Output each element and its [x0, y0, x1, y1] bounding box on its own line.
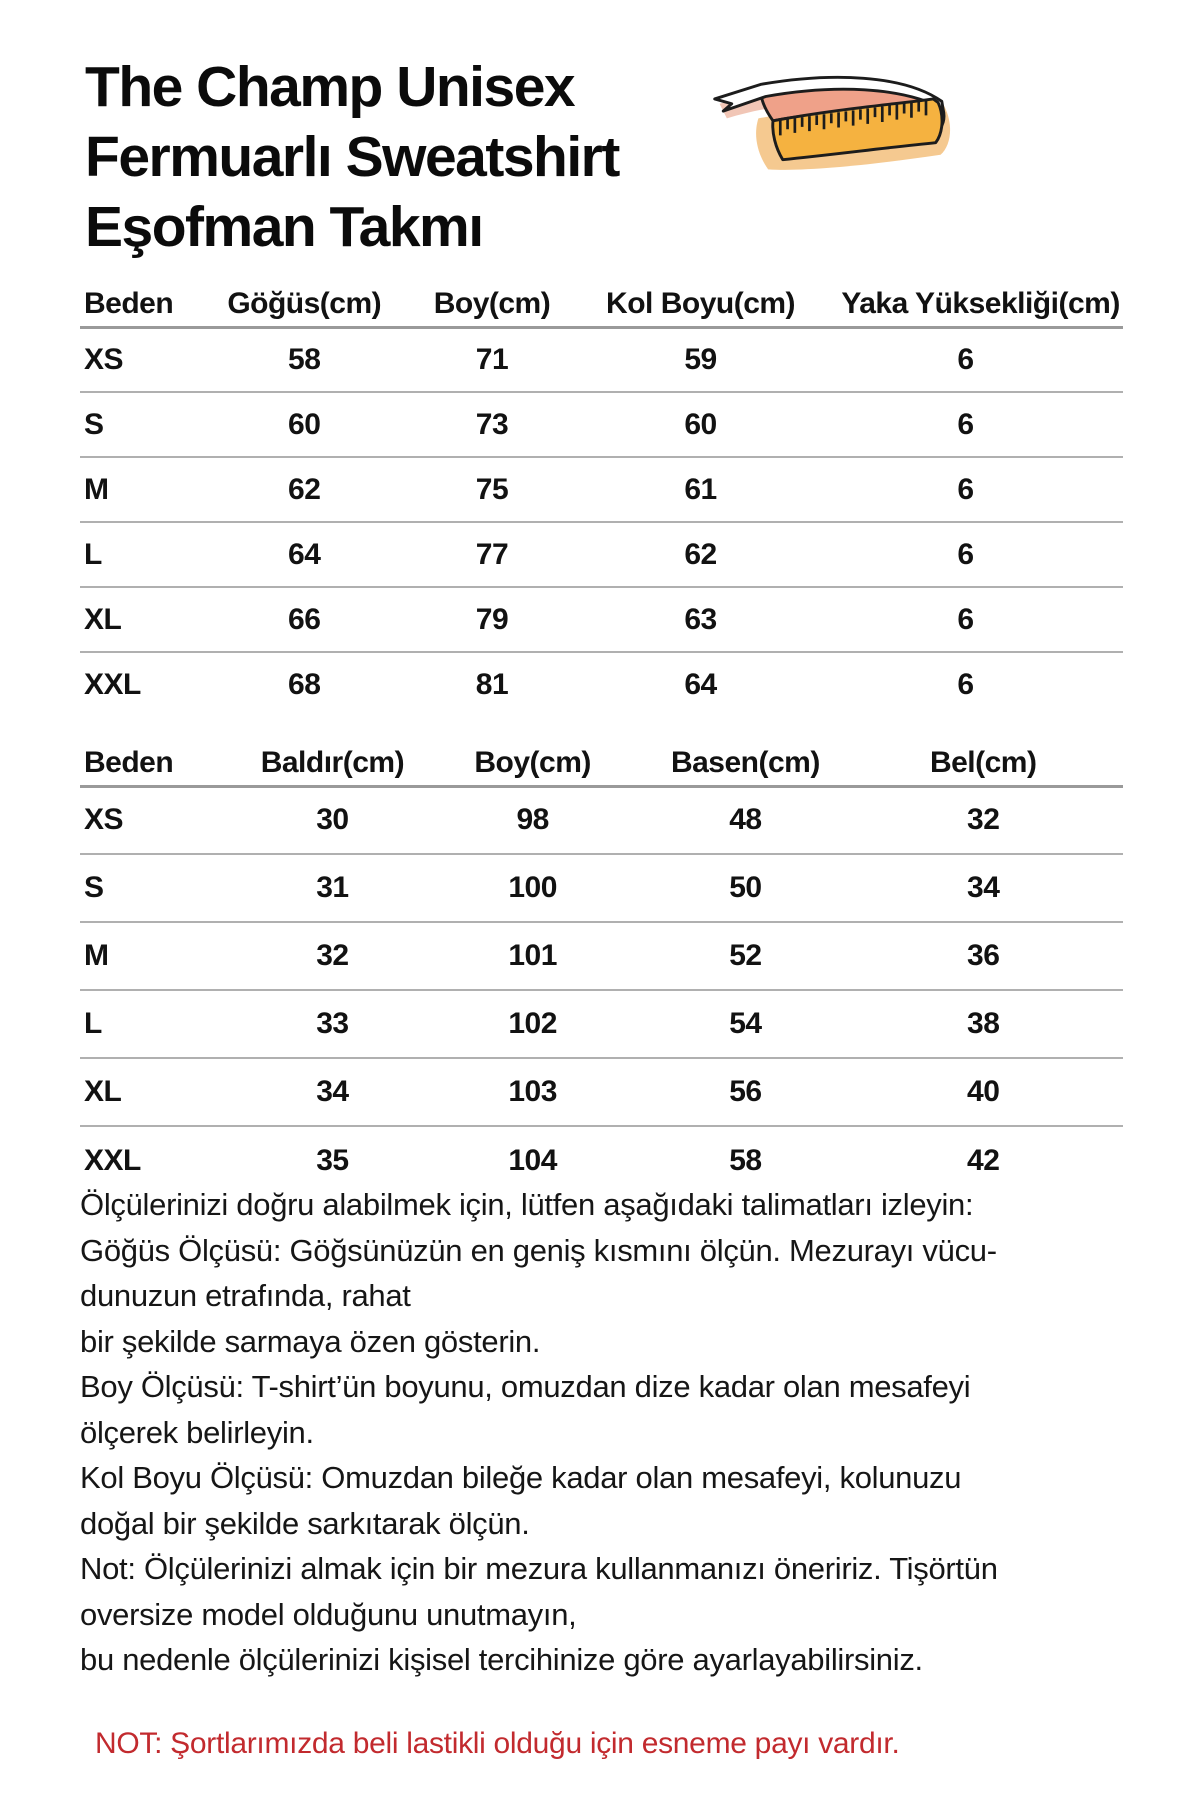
- instruction-line: Ölçülerinizi doğru alabilmek için, lütfen aşağıdaki talimatları izleyin:: [80, 1187, 974, 1222]
- size-label: XXL: [84, 668, 141, 701]
- instruction-line: doğal bir şekilde sarkıtarak ölçün.: [80, 1505, 530, 1541]
- size-label: XS: [84, 342, 124, 376]
- cell-value: 66: [288, 602, 321, 636]
- product-title-line-3: Eşofman Takmı: [85, 195, 483, 259]
- cell-value: 61: [684, 472, 717, 506]
- cell-value: 35: [316, 1143, 349, 1177]
- cell-value: 64: [684, 668, 717, 701]
- cell-value: 58: [729, 1143, 762, 1177]
- cell-value: 102: [508, 1007, 557, 1040]
- table-row-s: [80, 854, 1123, 922]
- cell-value: 58: [288, 342, 321, 376]
- size-label: S: [84, 407, 104, 441]
- table-row-xl: [80, 587, 1123, 652]
- size-label: L: [84, 537, 102, 571]
- cell-value: 62: [288, 472, 321, 506]
- table-row-m: [80, 922, 1123, 990]
- instruction-line: ölçerek belirleyin.: [80, 1414, 314, 1450]
- product-title: [85, 52, 619, 262]
- cell-value: 59: [684, 342, 717, 376]
- table-row-xxl: [80, 652, 1123, 717]
- instruction-line: Göğüs Ölçüsü: Göğsünüzün en geniş kısmını ölçün. Mezurayı vücu-: [80, 1232, 997, 1268]
- cell-value: 50: [729, 871, 762, 904]
- cell-value: 100: [508, 871, 557, 904]
- cell-value: 56: [729, 1075, 762, 1108]
- size-label: XL: [84, 1075, 122, 1108]
- table-row-xs: [80, 786, 1123, 854]
- cell-value: 73: [475, 407, 509, 441]
- header-gogus: Göğüs(cm): [227, 287, 382, 321]
- product-title-line-2: Fermuarlı Sweatshirt: [85, 125, 619, 189]
- header-basen: Basen(cm): [670, 746, 820, 780]
- cell-value: 34: [967, 871, 1000, 904]
- header-kol-boyu: Kol Boyu(cm): [606, 287, 796, 321]
- header-boy: Boy(cm): [433, 287, 551, 321]
- cell-value: 33: [316, 1007, 349, 1040]
- header-filler: [1071, 742, 1123, 786]
- size-label: M: [84, 472, 109, 506]
- table-row-l: [80, 990, 1123, 1058]
- table-row-l: [80, 522, 1123, 587]
- cell-value: 54: [729, 1007, 762, 1040]
- instruction-line: dunuzun etrafında, rahat: [80, 1278, 411, 1313]
- cell-value: 48: [729, 803, 762, 837]
- cell-value: 32: [316, 939, 349, 972]
- sweatshirt-size-table: [80, 283, 1123, 717]
- cell-value: 64: [288, 537, 321, 571]
- pants-table-header-row: [80, 742, 1123, 786]
- header-bel: Bel(cm): [929, 746, 1037, 780]
- cell-value: 103: [508, 1075, 557, 1108]
- cell-value: 42: [967, 1143, 1000, 1177]
- cell-value: 30: [316, 803, 349, 837]
- size-label: XL: [84, 602, 122, 636]
- cell-value: 63: [684, 602, 717, 636]
- cell-value: 38: [967, 1007, 1000, 1040]
- header-beden: Beden: [84, 287, 174, 321]
- cell-value: 34: [316, 1075, 349, 1108]
- cell-value: 75: [475, 472, 509, 506]
- cell-value: 40: [967, 1075, 1000, 1108]
- table-row-xs: [80, 327, 1123, 392]
- cell-value: 79: [475, 602, 509, 636]
- instruction-line: bir şekilde sarmaya özen gösterin.: [80, 1323, 541, 1359]
- instruction-line: Boy Ölçüsü: T-shirt’ün boyunu, omuzdan dize kadar olan mesafeyi: [80, 1369, 971, 1404]
- cell-value: 101: [508, 939, 557, 972]
- cell-value: 31: [316, 871, 349, 904]
- measuring-tape-svg: [705, 72, 960, 172]
- cell-value: 52: [729, 939, 762, 972]
- cell-value: 81: [475, 668, 509, 701]
- size-label: L: [84, 1007, 102, 1040]
- cell-value: 60: [288, 407, 321, 441]
- cell-value: 6: [957, 407, 974, 441]
- cell-value: 98: [516, 803, 549, 837]
- cell-value: 32: [967, 803, 1000, 837]
- sweatshirt-table-header-row: [80, 283, 1123, 327]
- cell-value: 68: [288, 668, 321, 701]
- size-label: XXL: [84, 1143, 141, 1177]
- cell-value: 62: [684, 537, 717, 571]
- header-boy: Boy(cm): [474, 746, 591, 780]
- instruction-line: oversize model olduğunu unutmayın,: [80, 1596, 577, 1632]
- size-label: XS: [84, 803, 124, 837]
- cell-value: 36: [967, 939, 1000, 972]
- table-row-s: [80, 392, 1123, 457]
- cell-value: 6: [957, 342, 974, 376]
- size-label: M: [84, 939, 109, 972]
- cell-value: 71: [475, 342, 509, 376]
- measurement-instructions: [80, 1182, 1150, 1683]
- table-row-xl: [80, 1058, 1123, 1126]
- cell-value: 6: [957, 668, 974, 701]
- product-title-line-1: The Champ Unisex: [85, 55, 575, 119]
- cell-value: 6: [957, 537, 974, 571]
- instruction-line: Not: Ölçülerinizi almak için bir mezura kullanmanızı öneririz. Tişörtün: [80, 1551, 998, 1586]
- cell-value: 104: [508, 1143, 557, 1177]
- header-baldir: Baldır(cm): [260, 746, 405, 780]
- cell-value: 60: [684, 407, 717, 441]
- cell-value: 6: [957, 602, 974, 636]
- cell-value: 6: [957, 472, 974, 506]
- header-beden: Beden: [84, 746, 174, 780]
- instruction-line: Kol Boyu Ölçüsü: Omuzdan bileğe kadar olan mesafeyi, kolunuzu: [80, 1460, 962, 1495]
- instruction-line: bu nedenle ölçülerinizi kişisel tercihinize göre ayarlayabilirsiniz.: [80, 1642, 923, 1677]
- pants-size-table: [80, 742, 1123, 1194]
- elastic-waist-note: NOT: Şortlarımızda beli lastikli olduğu için esneme payı vardır.: [95, 1727, 900, 1760]
- header-yaka-yuksekligi: Yaka Yüksekliği(cm): [841, 287, 1120, 321]
- measuring-tape-icon: [705, 72, 960, 167]
- table-row-m: [80, 457, 1123, 522]
- cell-value: 77: [475, 537, 509, 571]
- size-label: S: [84, 871, 104, 904]
